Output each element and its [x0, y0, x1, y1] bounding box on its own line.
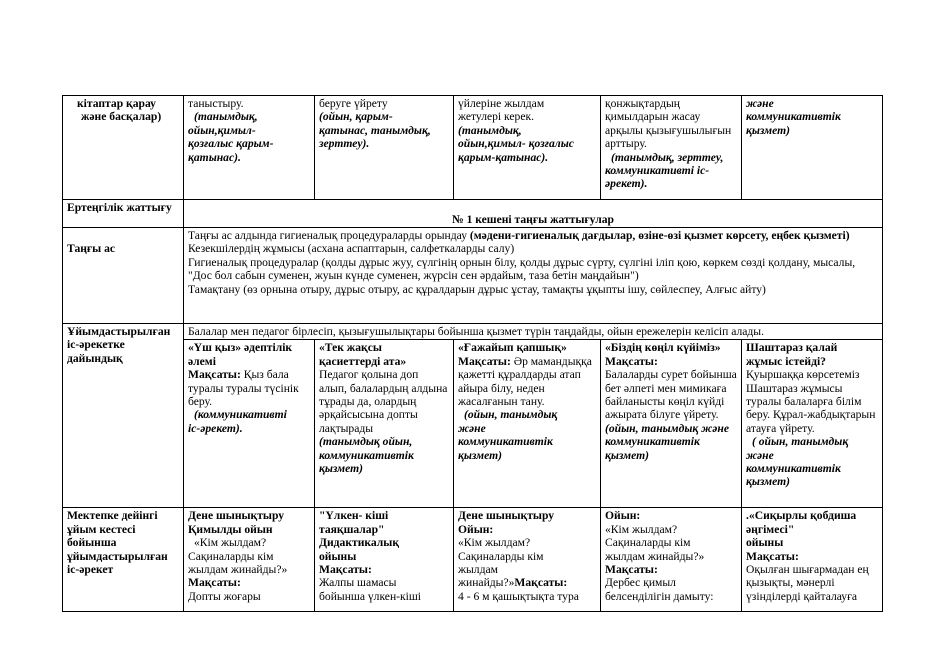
table-row [63, 340, 883, 508]
row-label: Мектепке дейінгі ұйым кестесі бойынша ұйымдастырылған іс-әрекет [63, 508, 184, 612]
activity-cell: «Үш қыз» әдептілік әлемі Мақсаты: Қыз бала туралы туралы түсінік беру. (коммуникативті іс-әрекет). [184, 340, 315, 508]
row-label: кітаптар қарау және басқалар) [63, 96, 184, 200]
table-row [63, 200, 883, 228]
activity-cell: Дене шынықтыру Қимылды ойын «Кім жылдам? Сақиналарды кім жылдам жинайды?» Мақсаты: Допты жоғары [184, 508, 315, 612]
activity-cell: Ойын: «Кім жылдам? Сақиналарды кім жылдам жинайды?» Мақсаты: Дербес қимыл белсенділігін дамыту: [601, 508, 742, 612]
activity-cell: беруге үйрету (ойын, қарым- қатынас, танымдық, зерттеу). [315, 96, 454, 200]
exercise-cell [184, 200, 883, 228]
row-label: Таңғы ас [63, 228, 184, 324]
activity-cell: қонжықтардың қимылдарын жасау арқылы қызығушылығын арттыру. (танымдық, зерттеу, коммуникативті іс- әрекет). [601, 96, 742, 200]
activity-cell: Шаштараз қалай жұмыс істейді? Қуыршаққа көрсетеміз Шаштараз жұмысы туралы балаларға білім беру. Құрал-жабдықтарын атауға үйрету. ( ойын, танымдық және коммуникативтік қызмет) [742, 340, 883, 508]
table-row [63, 508, 883, 612]
table-row [63, 228, 883, 324]
table-row [63, 96, 883, 200]
activity-cell: таныстыру. (танымдық, ойын,қимыл- қозғалыс қарым- қатынас). [184, 96, 315, 200]
lesson-plan-table [62, 95, 883, 612]
prep-intro: Балалар мен педагог бірлесіп, қызығушылықтары бойынша қызмет түрін таңдайды, ойын ережелерін келісіп алады. [184, 324, 883, 340]
row-label: Ертеңгілік жаттығу [63, 200, 184, 228]
exercise-title: № 1 кешені таңғы жаттығулар [452, 212, 614, 226]
activity-cell: Дене шынықтыру Ойын: «Кім жылдам? Сақиналарды кім жылдам жинайды?»Мақсаты: 4 - 6 м қашықтықта тура [454, 508, 601, 612]
activity-cell: және коммуникативтік қызмет) [742, 96, 883, 200]
activity-cell: «Біздің көңіл күйіміз» Мақсаты: Балаларды сурет бойынша бет әлпеті мен мимикаға байланысты көңіл күйді ажырата білуге үйрету. (ойын, танымдық және коммуникативтік қызмет) [601, 340, 742, 508]
activity-cell: «Тек жақсы қасиеттерді ата» Педагог қолына доп алып, балалардың алдына тұрады да, олардың әрқайсысына допты лақтырады (танымдық ойын, коммуникативтік қызмет) [315, 340, 454, 508]
breakfast-cell: Таңғы ас алдында гигиеналық процедураларды орындау (мәдени-гигиеналық дағдылар, өзіне-өзі қызмет көрсету, еңбек қызметі) Кезекшілердің жұмысы (асхана аспаптарын, салфеткаларды салу) Гигиеналық процедуралар (қолды дұрыс жуу, сүлгінің орнын білу, қолды дұрыс сүрту, сүлгіні іліп қою, көркем сөзді қолдану, мысалы, "Дос бол сабын суменен, жуын күнде суменен, жүрсін сен әрдайым, таза бетін маңдайын") Тамақтану (өз орнына отыру, дұрыс отыру, ас құралдарын дұрыс ұстау, тамақты ұқыпты ішу, сөйлеспеу, Алғыс айту) [184, 228, 883, 324]
table-row [63, 324, 883, 340]
activity-cell: "Үлкен- кіші таяқшалар" Дидактикалық ойыны Мақсаты: Жалпы шамасы бойынша үлкен-кіші [315, 508, 454, 612]
activity-cell: .«Сиқырлы қобдиша әңгімесі" ойыны Мақсаты: Оқылған шығармадан ең қызықты, мәнерлі үзінділерді қайталауға [742, 508, 883, 612]
activity-cell: «Ғажайып қапшық» Мақсаты: Әр мамандыққа қажетті құралдарды атап айыра білу, неден жасалғанын тану. (ойын, танымдық және коммуникативтік қызмет) [454, 340, 601, 508]
activity-cell: үйлеріне жылдам жетулері керек. (танымдық, ойын,қимыл- қозғалыс қарым-қатынас). [454, 96, 601, 200]
row-label: Ұйымдастырылған іс-әрекетке дайындық [63, 324, 184, 508]
